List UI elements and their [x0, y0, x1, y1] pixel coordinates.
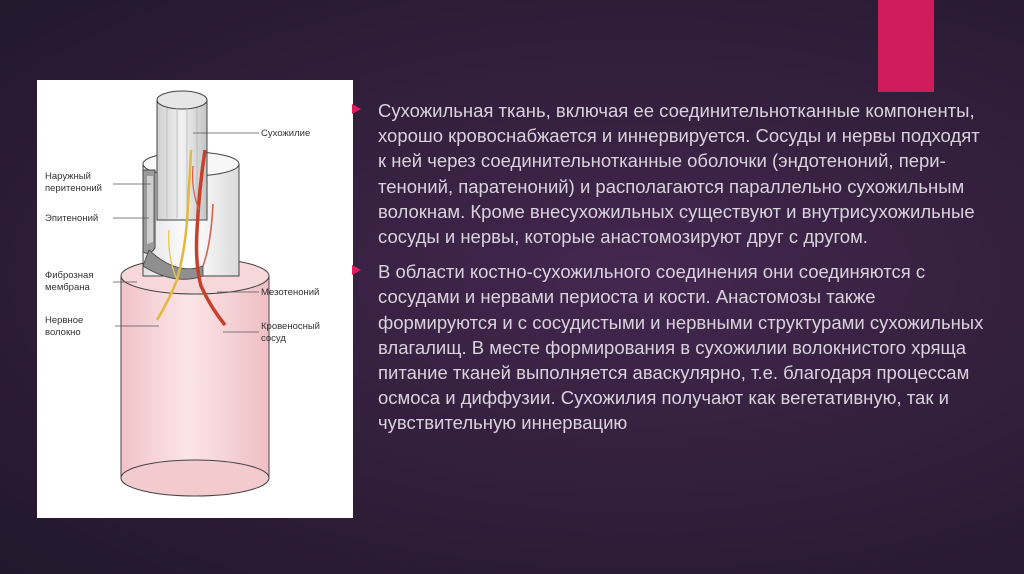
label-blood-vessel-2: сосуд — [261, 333, 286, 344]
bullet-paragraph-1 — [348, 98, 988, 249]
tendon-anatomy-figure — [37, 80, 353, 518]
label-epitenon: Эпитеноний — [45, 213, 99, 224]
label-fibrous-membrane-1: Фиброзная — [45, 270, 94, 281]
accent-bar — [878, 0, 934, 92]
label-tendon: Сухожилие — [261, 128, 311, 139]
label-blood-vessel-1: Кровеносный — [261, 321, 320, 332]
label-nerve-fiber-1: Нервное — [45, 315, 84, 326]
bullet-text-2: В области костно-сухожильного соединения они соединяются с сосудами и нервами периоста и кости. Анастомозы также формируются и с сосудистыми и нервными структурами сухожильных влагалищ. В месте формирования в сухожилии волокнистого хряща питание тканей выполняется аваскулярно, т.е. благодаря процессам осмоса и диффузии. Сухожилия получают как вегетативную, так и чувствительную иннервацию — [378, 261, 984, 434]
label-nerve-fiber-2: волокно — [45, 327, 81, 338]
label-fibrous-membrane-2: мембрана — [45, 282, 90, 293]
label-outer-peritenon-1: Наружный — [45, 171, 91, 182]
triangle-bullet-icon — [352, 265, 361, 275]
content-text — [348, 98, 988, 446]
label-outer-peritenon-2: перитеноний — [45, 183, 102, 194]
triangle-bullet-icon — [352, 104, 361, 114]
bullet-paragraph-2 — [348, 259, 988, 435]
fibrous-membrane-cylinder — [121, 258, 269, 496]
tendon-diagram — [37, 80, 353, 518]
bullet-text-1: Сухожильная ткань, включая ее соединительнотканные компоненты, хорошо кровоснабжается и иннервируется. Сосуды и нервы подходят к ней через соединительнотканные оболочки (эндотеноний, пери-теноний, паратеноний) и располагаются параллельно сухожильным волокнам. Кроме внесухожильных существуют и внутрисухожильные сосуды и нервы, которые анастомозируют друг с другом. — [378, 100, 980, 248]
label-mesotenon: Мезотеноний — [261, 287, 320, 298]
